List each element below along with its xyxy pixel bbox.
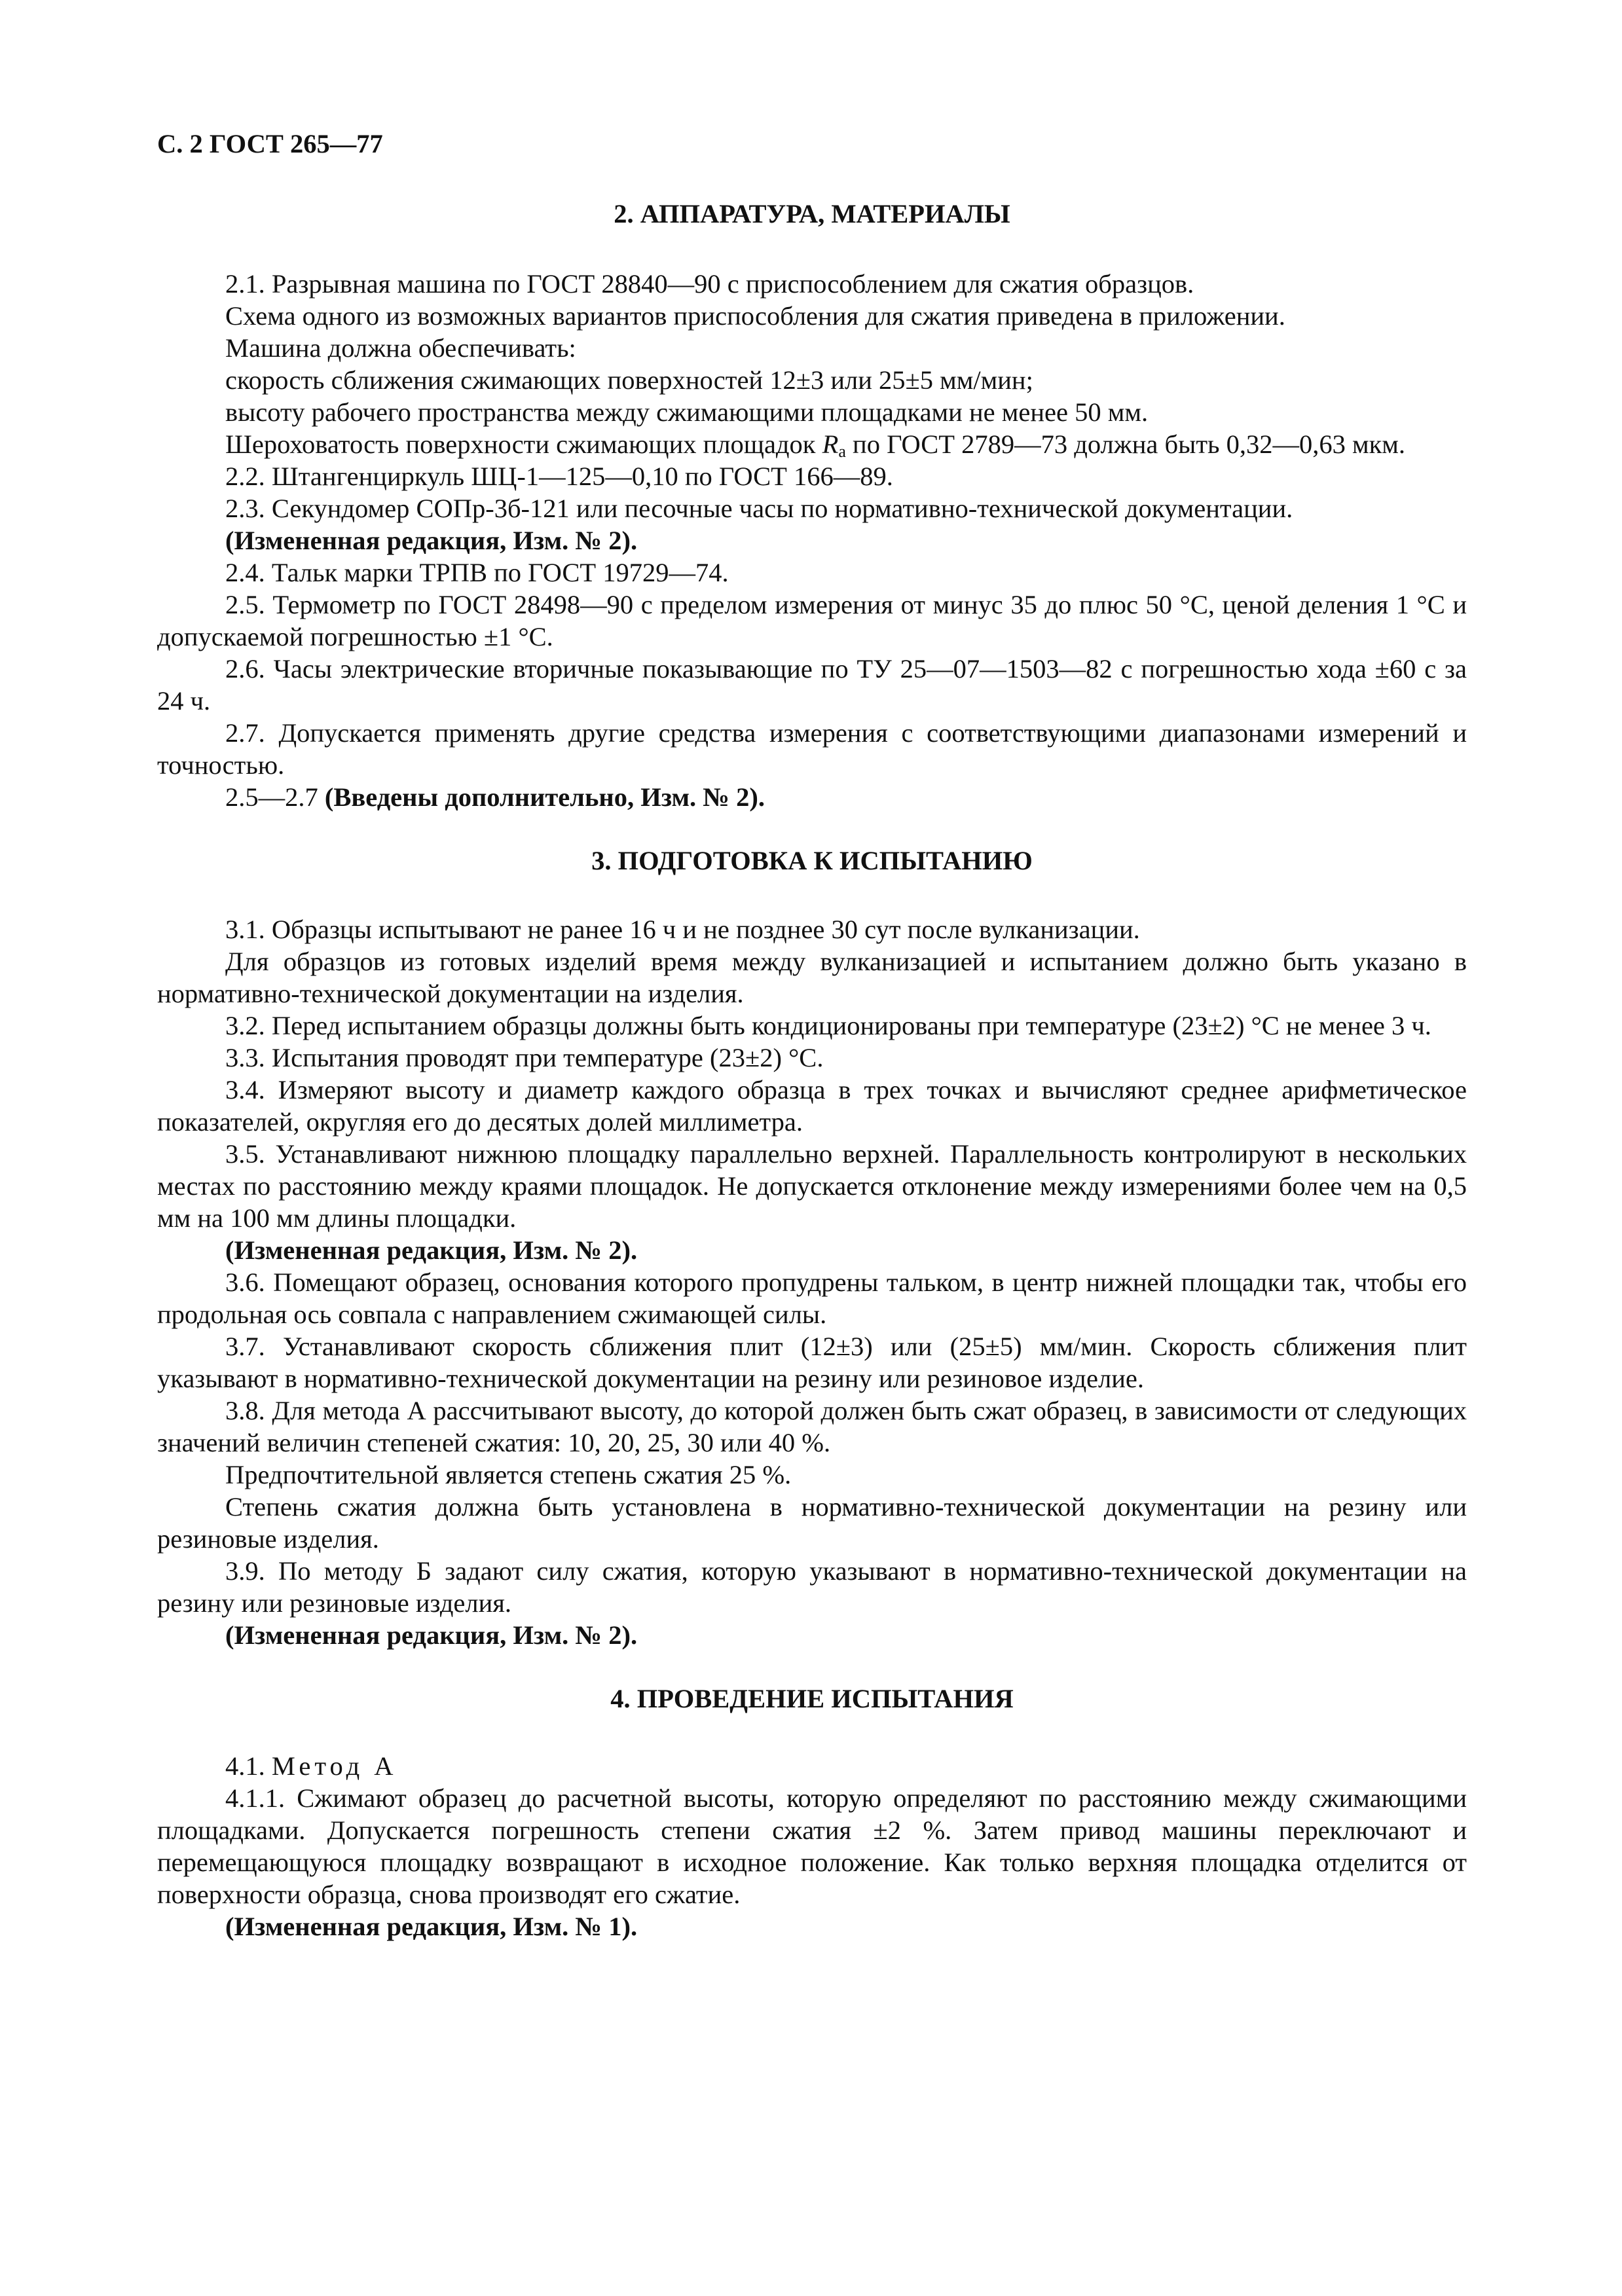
paragraph: 3.7. Устанавливают скорость сближения плит (12±3) или (25±5) мм/мин. Скорость сближения плит указывают в нормативно-технической документации на резину или резиновое изделие. [157,1332,1467,1393]
text-run: по ГОСТ 2789—73 должна быть 0,32—0,63 мкм. [845,429,1406,459]
paragraph: 3.5. Устанавливают нижнюю площадку параллельно верхней. Параллельность контролируют в нескольких местах по расстоянию между краями площадок. Не допускается отклонение между измерениями более чем на 0,5 мм на 100 мм длины площадки. [157,1139,1467,1233]
paragraph: высоту рабочего пространства между сжимающими площадками не менее 50 мм. [225,397,1149,427]
paragraph: 2.2. Штангенциркуль ШЦ-1—125—0,10 по ГОСТ 166—89. [225,462,893,491]
paragraph-method-heading [157,1750,1467,1782]
section-2-title: 2. АППАРАТУРА, МАТЕРИАЛЫ [614,199,1010,228]
amendment-note: (Измененная редакция, Изм. № 1). [225,1912,638,1941]
paragraph: 2.6. Часы электрические вторичные показывающие по ТУ 25—07—1503—82 с погрешностью хода ±60 с за 24 ч. [157,654,1467,716]
paragraph: 3.9. По методу Б задают силу сжатия, которую указывают в нормативно-технической документации на резину или резиновые изделия. [157,1556,1467,1618]
section-3-title: 3. ПОДГОТОВКА К ИСПЫТАНИЮ [591,846,1033,875]
paragraph: Предпочтительной является степень сжатия 25 %. [225,1460,792,1489]
paragraph-amendment [157,781,1467,813]
roughness-symbol: R [822,429,839,459]
paragraph: 3.4. Измеряют высоту и диаметр каждого образца в трех точках и вычисляют среднее арифметическое показателей, округляя его до десятых долей миллиметра. [157,1075,1467,1137]
paragraph: Машина должна обеспечивать: [225,333,576,363]
paragraph: Для образцов из готовых изделий время между вулканизацией и испытанием должно быть указано в нормативно-технической документации на изделия. [157,947,1467,1008]
paragraph: 2.5. Термометр по ГОСТ 28498—90 с пределом измерения от минус 35 до плюс 50 °С, ценой деления 1 °С и допускаемой погрешностью ±1 °С. [157,590,1467,651]
paragraph: 3.8. Для метода А рассчитывают высоту, до которой должен быть сжат образец, в зависимости от следующих значений величин степеней сжатия: 10, 20, 25, 30 или 40 %. [157,1396,1467,1457]
roughness-subscript: a [838,442,846,461]
paragraph: Схема одного из возможных вариантов приспособления для сжатия приведена в приложении. [225,301,1285,331]
text-run: Шероховатость поверхности сжимающих площадок [225,429,822,459]
paragraph: 2.3. Секундомер СОПр-3б-121 или песочные часы по нормативно-технической документации. [225,494,1293,523]
amendment-note: (Измененная редакция, Изм. № 2). [225,1620,638,1650]
amendment-note: (Измененная редакция, Изм. № 2). [225,1235,638,1265]
paragraph-roughness [157,428,1467,460]
amendment-note: (Измененная редакция, Изм. № 2). [225,526,638,555]
paragraph: 3.1. Образцы испытывают не ранее 16 ч и не позднее 30 сут после вулканизации. [225,915,1140,944]
document-page [157,128,1467,1942]
paragraph: 3.2. Перед испытанием образцы должны быть кондиционированы при температуре (23±2) °С не менее 3 ч. [225,1011,1431,1040]
text-run: 4.1. [225,1751,272,1781]
paragraph: 2.4. Тальк марки ТРПВ по ГОСТ 19729—74. [225,558,729,587]
running-head: С. 2 ГОСТ 265—77 [157,129,383,158]
paragraph: 3.6. Помещают образец, основания которого пропудрены тальком, в центр нижней площадки так, чтобы его продольная ось совпала с направлением сжимающей силы. [157,1267,1467,1329]
paragraph: 2.1. Разрывная машина по ГОСТ 28840—90 с приспособлением для сжатия образцов. [225,269,1194,299]
paragraph: 2.7. Допускается применять другие средства измерения с соответствующими диапазонами измерений и точностью. [157,718,1467,780]
method-name: Метод А [271,1751,397,1781]
paragraph: скорость сближения сжимающих поверхностей 12±3 или 25±5 мм/мин; [225,365,1033,395]
amendment-note: (Введены дополнительно, Изм. № 2). [324,782,765,812]
section-4-title: 4. ПРОВЕДЕНИЕ ИСПЫТАНИЯ [610,1684,1014,1713]
paragraph: 3.3. Испытания проводят при температуре (23±2) °С. [225,1043,824,1072]
text-run: 2.5—2.7 [225,782,325,812]
paragraph: Степень сжатия должна быть установлена в нормативно-технической документации на резину или резиновые изделия. [157,1492,1467,1554]
paragraph: 4.1.1. Сжимают образец до расчетной высоты, которую определяют по расстоянию между сжимающими площадками. Допускается погрешность степени сжатия ±2 %. Затем привод машины переключают и перемещающуюся площадку возвращают в исходное положение. Как только верхняя площадка отделится от поверхности образца, снова производят его сжатие. [157,1783,1467,1909]
